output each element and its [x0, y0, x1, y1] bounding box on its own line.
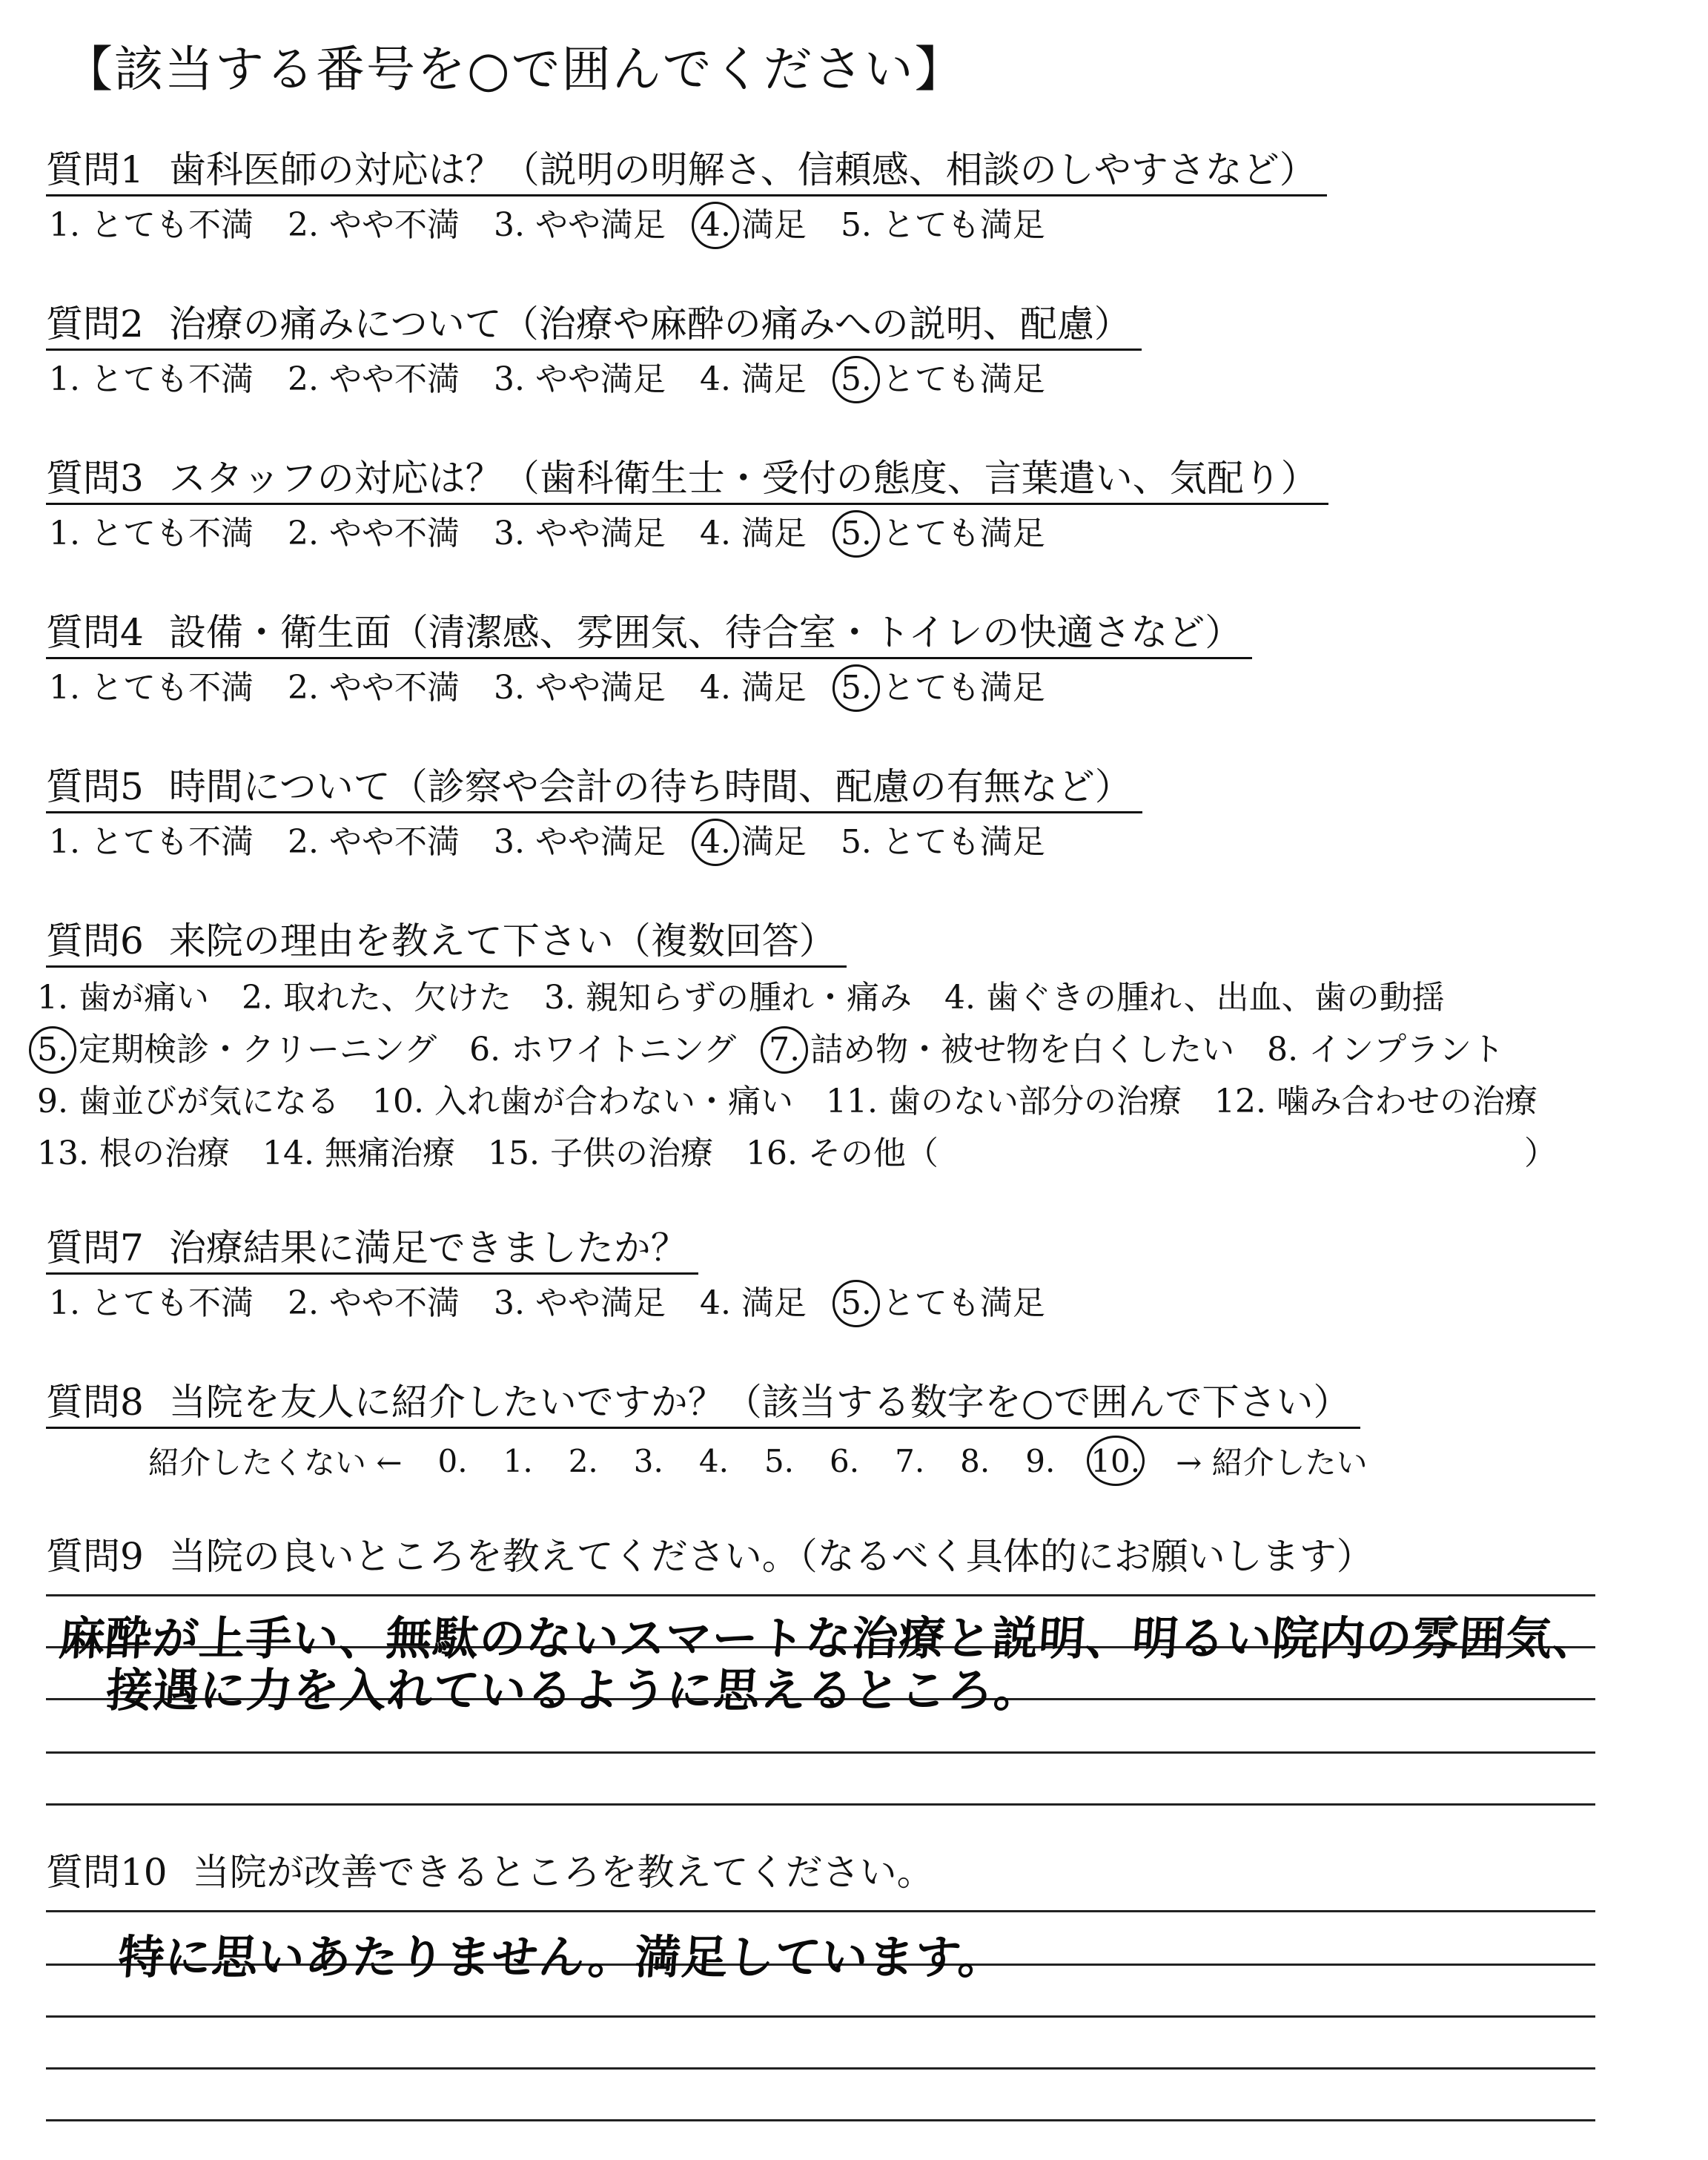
- rating-option-2[interactable]: [288, 511, 460, 557]
- option-label: 満足: [741, 206, 807, 244]
- option-label: やや不満: [328, 669, 460, 707]
- option-number: 1.: [49, 1284, 80, 1322]
- reason-option-15[interactable]: [488, 1128, 713, 1180]
- option-number: 6.: [469, 1031, 501, 1069]
- question-number: 質問1: [46, 148, 144, 191]
- option-number: 8.: [1267, 1031, 1299, 1069]
- handwritten-answer-line: 麻酔が上手い、無駄のないスマートな治療と説明、明るい院内の雰囲気、: [57, 1611, 1601, 1665]
- rating-option-5[interactable]: [841, 819, 1045, 865]
- question-number: 質問6: [46, 919, 144, 962]
- rating-option-3[interactable]: [494, 819, 666, 865]
- scale-number-4[interactable]: 4.: [698, 1442, 729, 1479]
- rating-option-1[interactable]: [49, 665, 254, 711]
- option-number: 11.: [825, 1083, 878, 1120]
- question-9-heading: [46, 1532, 1384, 1581]
- question-text: スタッフの対応は？（歯科衛生士・受付の態度、言葉遣い、気配り）: [168, 457, 1318, 500]
- option-number: 5.: [37, 1024, 68, 1076]
- option-label: 歯ぐきの腫れ、出血、歯の動揺: [985, 979, 1445, 1017]
- reason-option-3[interactable]: [544, 972, 912, 1024]
- question-number: 質問4: [46, 611, 144, 654]
- rating-option-1[interactable]: [49, 357, 254, 403]
- option-label: やや不満: [328, 515, 460, 552]
- question-text: 当院が改善できるところを教えてください。: [192, 1851, 934, 1894]
- option-label: とても満足: [881, 823, 1045, 861]
- reason-option-4[interactable]: [944, 972, 1445, 1024]
- reason-option-9[interactable]: [37, 1076, 340, 1128]
- rating-option-5[interactable]: [841, 1281, 1045, 1327]
- question-text: 当院の良いところを教えてください。（なるべく具体的にお願いします）: [168, 1535, 1374, 1578]
- question-number: 質問8: [46, 1381, 144, 1424]
- option-number: 3.: [493, 515, 525, 552]
- option-label: やや不満: [328, 823, 460, 861]
- option-number: 2.: [241, 979, 273, 1017]
- rating-option-1[interactable]: [49, 202, 254, 248]
- scale-number-8[interactable]: 8.: [960, 1442, 990, 1479]
- rating-options: [46, 511, 1328, 557]
- scale-number-2[interactable]: 2.: [568, 1442, 598, 1479]
- handwritten-answer-line: 接遇に力を入れているように思えるところ。: [105, 1663, 1043, 1717]
- rating-option-4[interactable]: [700, 202, 807, 248]
- question-4: [46, 608, 1252, 711]
- option-label: やや不満: [328, 1284, 460, 1322]
- option-number: 4.: [699, 515, 731, 552]
- question-number: 質問2: [46, 303, 144, 346]
- option-label: 詰め物・被せ物を白くしたい: [810, 1031, 1235, 1069]
- rating-options: [46, 819, 1142, 865]
- question-10: [46, 1848, 944, 1897]
- rating-option-5[interactable]: [841, 202, 1045, 248]
- option-label: 歯のない部分の治療: [887, 1083, 1182, 1120]
- scale-number-7[interactable]: 7.: [895, 1442, 925, 1479]
- option-number: 10.: [371, 1083, 424, 1120]
- scale-right-label: → 紹介したい: [1176, 1444, 1368, 1481]
- question-5-heading: [46, 762, 1142, 813]
- reason-option-11[interactable]: [826, 1076, 1182, 1128]
- option-label: 子供の治療: [549, 1135, 713, 1172]
- option-number: 13.: [37, 1135, 89, 1172]
- question-4-heading: [46, 608, 1252, 659]
- option-label: 定期検診・クリーニング: [78, 1031, 437, 1069]
- option-label: 親知らずの腫れ・痛み: [585, 979, 912, 1017]
- rating-option-4[interactable]: [700, 511, 807, 557]
- rating-options: [46, 665, 1252, 711]
- option-label: やや満足: [534, 823, 666, 861]
- ruled-line: [46, 2119, 1595, 2121]
- option-number: 3.: [493, 823, 525, 861]
- rating-option-1[interactable]: [49, 511, 254, 557]
- option-label: ホワイトニング: [511, 1031, 737, 1069]
- option-label: 満足: [741, 360, 807, 398]
- option-label: とても不満: [90, 515, 254, 552]
- option-label: やや満足: [534, 206, 666, 244]
- option-label: とても不満: [90, 823, 254, 861]
- ruled-line: [46, 2067, 1595, 2070]
- option-label: とても不満: [90, 669, 254, 707]
- rating-option-5[interactable]: [841, 665, 1045, 711]
- question-number: 質問3: [46, 457, 144, 500]
- option-label: 取れた、欠けた: [282, 979, 512, 1017]
- page-title: 【該当する番号を○で囲んでください】: [64, 41, 965, 98]
- question-text: 歯科医師の対応は？（説明の明解さ、信頼感、相談のしやすさなど）: [168, 148, 1317, 191]
- reason-option-6[interactable]: [469, 1024, 736, 1076]
- option-label: やや不満: [328, 360, 460, 398]
- option-label: とても不満: [90, 206, 254, 244]
- option-number: 1.: [49, 823, 80, 861]
- option-number: 1.: [49, 669, 80, 707]
- option-number: 1.: [49, 206, 80, 244]
- question-3-heading: [46, 454, 1328, 505]
- option-row: [37, 972, 1589, 1024]
- rating-option-3[interactable]: [494, 511, 666, 557]
- question-number: 質問10: [46, 1851, 168, 1894]
- option-number: 5.: [841, 1281, 872, 1327]
- option-number: 5.: [841, 511, 872, 557]
- option-label: 根の治療: [99, 1135, 230, 1172]
- question-7-heading: [46, 1223, 698, 1275]
- question-number: 質問5: [46, 765, 144, 808]
- rating-option-3[interactable]: [494, 665, 666, 711]
- rating-option-4[interactable]: [700, 357, 807, 403]
- option-label: とても満足: [881, 515, 1045, 552]
- question-number: 質問7: [46, 1226, 144, 1269]
- option-number: 4.: [699, 669, 731, 707]
- option-number: 4.: [700, 819, 731, 865]
- question-7: [46, 1223, 1079, 1327]
- rating-option-2[interactable]: [288, 819, 460, 865]
- handwritten-answer-line: 特に思いあたりません。満足しています。: [116, 1930, 1007, 1984]
- option-number: 3.: [493, 360, 525, 398]
- rating-option-4[interactable]: [700, 665, 807, 711]
- reason-option-16[interactable]: [746, 1128, 1557, 1180]
- question-8: [46, 1378, 1360, 1429]
- option-label: とても満足: [881, 1284, 1045, 1322]
- other-close-paren: ）: [1523, 1135, 1557, 1172]
- option-label: 歯並びが気になる: [78, 1083, 340, 1120]
- option-label: やや満足: [534, 1284, 666, 1322]
- scale-number-0[interactable]: 0.: [437, 1442, 468, 1479]
- reason-option-7[interactable]: [769, 1024, 1234, 1076]
- question-text: 当院を友人に紹介したいですか？（該当する数字を○で囲んで下さい）: [168, 1381, 1351, 1424]
- rating-option-5[interactable]: [841, 511, 1045, 557]
- scale-number-9[interactable]: 9.: [1025, 1442, 1056, 1479]
- rating-option-3[interactable]: [494, 1281, 666, 1327]
- ruled-line: [46, 1594, 1595, 1596]
- option-number: 16.: [745, 1135, 798, 1172]
- question-1: [46, 145, 1327, 248]
- rating-option-5[interactable]: [841, 357, 1045, 403]
- option-label: 満足: [741, 823, 807, 861]
- ruled-line: [46, 2015, 1595, 2018]
- scale-number-10[interactable]: 10.: [1090, 1442, 1141, 1479]
- reason-option-14[interactable]: [262, 1128, 455, 1180]
- option-number: 4.: [700, 202, 731, 248]
- scale-number-1[interactable]: 1.: [503, 1442, 533, 1479]
- question-8-heading: [46, 1378, 1360, 1429]
- reason-option-12[interactable]: [1214, 1076, 1537, 1128]
- rating-option-1[interactable]: [49, 819, 254, 865]
- option-label: とても満足: [881, 669, 1045, 707]
- option-label: とても満足: [881, 206, 1045, 244]
- rating-option-2[interactable]: [288, 202, 460, 248]
- question-text: 治療の痛みについて（治療や麻酔の痛みへの説明、配慮）: [168, 303, 1131, 346]
- question-number: 質問9: [46, 1535, 144, 1578]
- option-number: 5.: [841, 357, 872, 403]
- option-row: [37, 1128, 1589, 1180]
- option-number: 2.: [287, 1284, 319, 1322]
- rating-option-3[interactable]: [494, 202, 666, 248]
- option-row: [37, 1024, 1589, 1076]
- option-number: 9.: [37, 1083, 68, 1120]
- option-number: 2.: [287, 669, 319, 707]
- option-number: 5.: [840, 823, 872, 861]
- option-label: 満足: [741, 515, 807, 552]
- reason-option-2[interactable]: [242, 972, 512, 1024]
- option-label: やや満足: [534, 515, 666, 552]
- question-text: 治療結果に満足できましたか？: [168, 1226, 688, 1269]
- question-2-heading: [46, 300, 1142, 351]
- option-number: 1.: [49, 360, 80, 398]
- option-number: 5.: [840, 206, 872, 244]
- ruled-line: [46, 1910, 1595, 1912]
- question-9: [46, 1532, 1384, 1581]
- rating-option-4[interactable]: [700, 1281, 807, 1327]
- option-number: 15.: [487, 1135, 540, 1172]
- ruled-line: [46, 1803, 1595, 1806]
- question-6-heading: [46, 916, 847, 968]
- option-label: 入れ歯が合わない・痛い: [434, 1083, 793, 1120]
- option-number: 3.: [493, 206, 525, 244]
- question-6: [37, 916, 1589, 1180]
- rating-options: [46, 1281, 1079, 1327]
- question-text: 来院の理由を教えて下さい（複数回答）: [168, 919, 836, 962]
- option-label: 噛み合わせの治療: [1276, 1083, 1537, 1120]
- question-3: [46, 454, 1328, 557]
- option-number: 7.: [769, 1024, 800, 1076]
- option-label: やや満足: [534, 360, 666, 398]
- option-number: 2.: [287, 515, 319, 552]
- option-label: とても不満: [90, 1284, 254, 1322]
- rating-option-2[interactable]: [288, 357, 460, 403]
- reason-option-8[interactable]: [1267, 1024, 1504, 1076]
- option-label: とても不満: [90, 360, 254, 398]
- option-number: 4.: [699, 360, 731, 398]
- question-text: 時間について（診察や会計の待ち時間、配慮の有無など）: [168, 765, 1132, 808]
- question-1-heading: [46, 145, 1327, 196]
- ruled-line: [46, 1751, 1595, 1754]
- option-label: 無痛治療: [324, 1135, 455, 1172]
- option-label: 満足: [741, 669, 807, 707]
- rating-options: [46, 202, 1327, 248]
- option-number: 4.: [944, 979, 976, 1017]
- reason-option-1[interactable]: [37, 972, 209, 1024]
- question-2: [46, 300, 1142, 403]
- option-row: [37, 1076, 1589, 1128]
- reason-option-5[interactable]: [37, 1024, 437, 1076]
- option-number: 4.: [699, 1284, 731, 1322]
- rating-option-2[interactable]: [288, 665, 460, 711]
- option-label: やや不満: [328, 206, 460, 244]
- question-text: 設備・衛生面（清潔感、雰囲気、待合室・トイレの快適さなど）: [168, 611, 1242, 654]
- option-number: 2.: [287, 206, 319, 244]
- option-label: インプラント: [1308, 1031, 1505, 1069]
- option-number: 2.: [287, 823, 319, 861]
- option-label: やや満足: [534, 669, 666, 707]
- option-number: 3.: [493, 669, 525, 707]
- question-10-heading: [46, 1848, 944, 1897]
- option-number: 5.: [841, 665, 872, 711]
- option-number: 12.: [1214, 1083, 1266, 1120]
- rating-option-2[interactable]: [288, 1281, 460, 1327]
- scale-number-6[interactable]: 6.: [830, 1442, 860, 1479]
- option-number: 1.: [49, 515, 80, 552]
- option-label: とても満足: [881, 360, 1045, 398]
- rating-option-1[interactable]: [49, 1281, 254, 1327]
- option-label: 満足: [741, 1284, 807, 1322]
- option-number: 3.: [543, 979, 575, 1017]
- scale-number-3[interactable]: 3.: [633, 1442, 663, 1479]
- option-number: 14.: [262, 1135, 314, 1172]
- scale-number-5[interactable]: 5.: [764, 1442, 795, 1479]
- rating-option-4[interactable]: [700, 819, 807, 865]
- multi-choice-options: [37, 972, 1589, 1180]
- option-number: 2.: [287, 360, 319, 398]
- rating-options: [46, 357, 1142, 403]
- option-label: その他（: [807, 1135, 939, 1172]
- question-5: [46, 762, 1142, 865]
- reason-option-13[interactable]: [37, 1128, 230, 1180]
- scale-left-label: 紹介したくない ←: [148, 1444, 403, 1481]
- reason-option-10[interactable]: [372, 1076, 793, 1128]
- option-number: 1.: [37, 979, 68, 1017]
- option-label: 歯が痛い: [78, 979, 209, 1017]
- option-number: 3.: [493, 1284, 525, 1322]
- recommend-scale: [148, 1439, 1403, 1483]
- rating-option-3[interactable]: [494, 357, 666, 403]
